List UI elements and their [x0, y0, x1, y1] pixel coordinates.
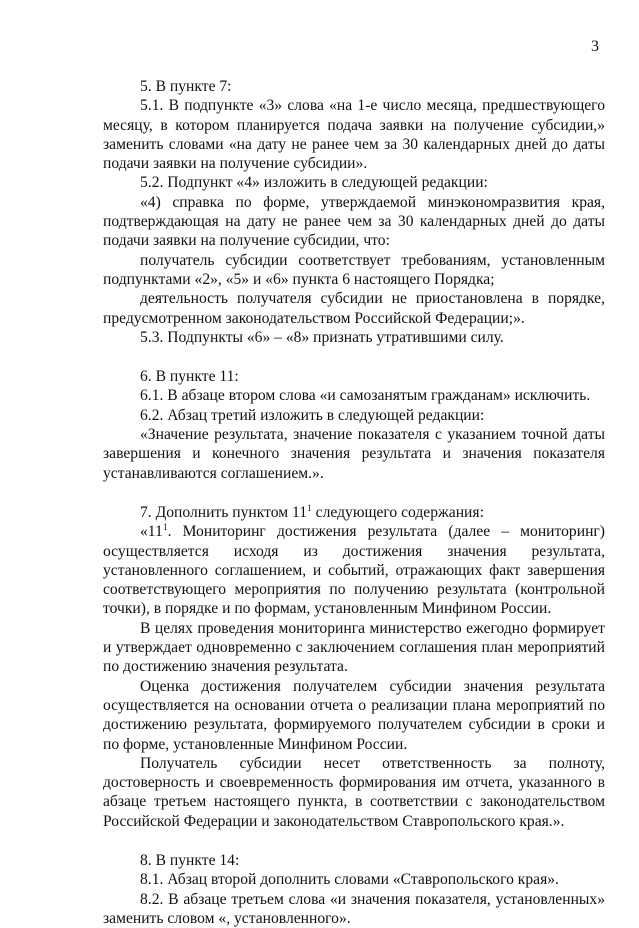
paragraph-7-1-start: «11: [140, 523, 163, 541]
paragraph-5-3: 5.3. Подпункты «6» – «8» признать утратившими силу.: [140, 328, 504, 346]
section-7-heading-text: 7. Дополнить пунктом 11: [140, 503, 308, 521]
document-body: [103, 77, 605, 928]
section-7-heading: [103, 503, 605, 522]
paragraph-7-1-rest: . Мониторинг достижения результата (далее – мониторинг) осуществляется исходя из достижения значения результата, установленного соглашением, и событий, отражающих факт завершения соответствующего мероприятия по получению результата (контрольной точки), в порядке и по формам, установленным Минфином России.: [103, 523, 605, 618]
paragraph-6-1: 6.1. В абзаце втором слова «и самозанятым гражданам» исключить.: [140, 387, 591, 405]
paragraph-7-2: В целях проведения мониторинга министерство ежегодно формирует и утверждает одновременно с заключением соглашения план мероприятий по достижению значения результата.: [103, 619, 605, 676]
paragraph-5-1: 5.1. В подпункте «3» слова «на 1-е число месяца, предшествующего месяцу, в котором планируется подача заявки на получение субсидии,» заменить словами «на дату не ранее чем за 30 календарных дней до даты подачи заявки на получение субсидии».: [103, 97, 605, 173]
page-number: 3: [591, 38, 599, 55]
section-7-heading-rest: следующего содержания:: [311, 503, 484, 521]
paragraph-5-2-item-a: получатель субсидии соответствует требованиям, установленным подпунктами «2», «5» и «6» пункта 6 настоящего Порядка;: [103, 251, 605, 288]
paragraph-6-2: 6.2. Абзац третий изложить в следующей редакции:: [140, 406, 485, 424]
paragraph-8-2: 8.2. В абзаце третьем слова «и значения показателя, установленных» заменить словом «, установленного».: [103, 890, 605, 927]
paragraph-5-2-item-b: деятельность получателя субсидии не приостановлена в порядке, предусмотренном законодательством Российской Федерации;».: [103, 290, 605, 327]
paragraph-8-1: 8.1. Абзац второй дополнить словами «Ставропольского края».: [140, 871, 559, 889]
section-6-heading: 6. В пункте 11:: [140, 368, 239, 386]
paragraph-5-2: 5.2. Подпункт «4» изложить в следующей редакции:: [140, 174, 488, 192]
paragraph-7-1: [103, 522, 605, 618]
paragraph-7-3: Оценка достижения получателем субсидии значения результата осуществляется на основании отчета о реализации плана мероприятий по достижению результата, формируемого получателем субсидии в сроки и по форме, установленные Минфином России.: [103, 677, 605, 753]
paragraph-7-4: Получатель субсидии несет ответственность за полноту, достоверность и своевременность формирования им отчета, указанного в абзаце третьем настоящего пункта, в соответствии с законодательством Российской Федерации и законодательством Ставропольского края.».: [103, 754, 605, 830]
paragraph-7-1-sup: 1: [162, 523, 168, 534]
paragraph-6-2-text: «Значение результата, значение показателя с указанием точной даты завершения и конечного значения результата и значения показателя устанавливаются соглашением.».: [103, 426, 605, 482]
paragraph-5-2-text: «4) справка по форме, утверждаемой минэкономразвития края, подтверждающая на дату не ранее чем за 30 календарных дней до даты подачи заявки на получение субсидии, что:: [103, 193, 605, 250]
section-8-heading: 8. В пункте 14:: [140, 851, 240, 869]
section-7-heading-sup: 1: [307, 503, 312, 514]
section-5-heading: 5. В пункте 7:: [140, 78, 232, 95]
